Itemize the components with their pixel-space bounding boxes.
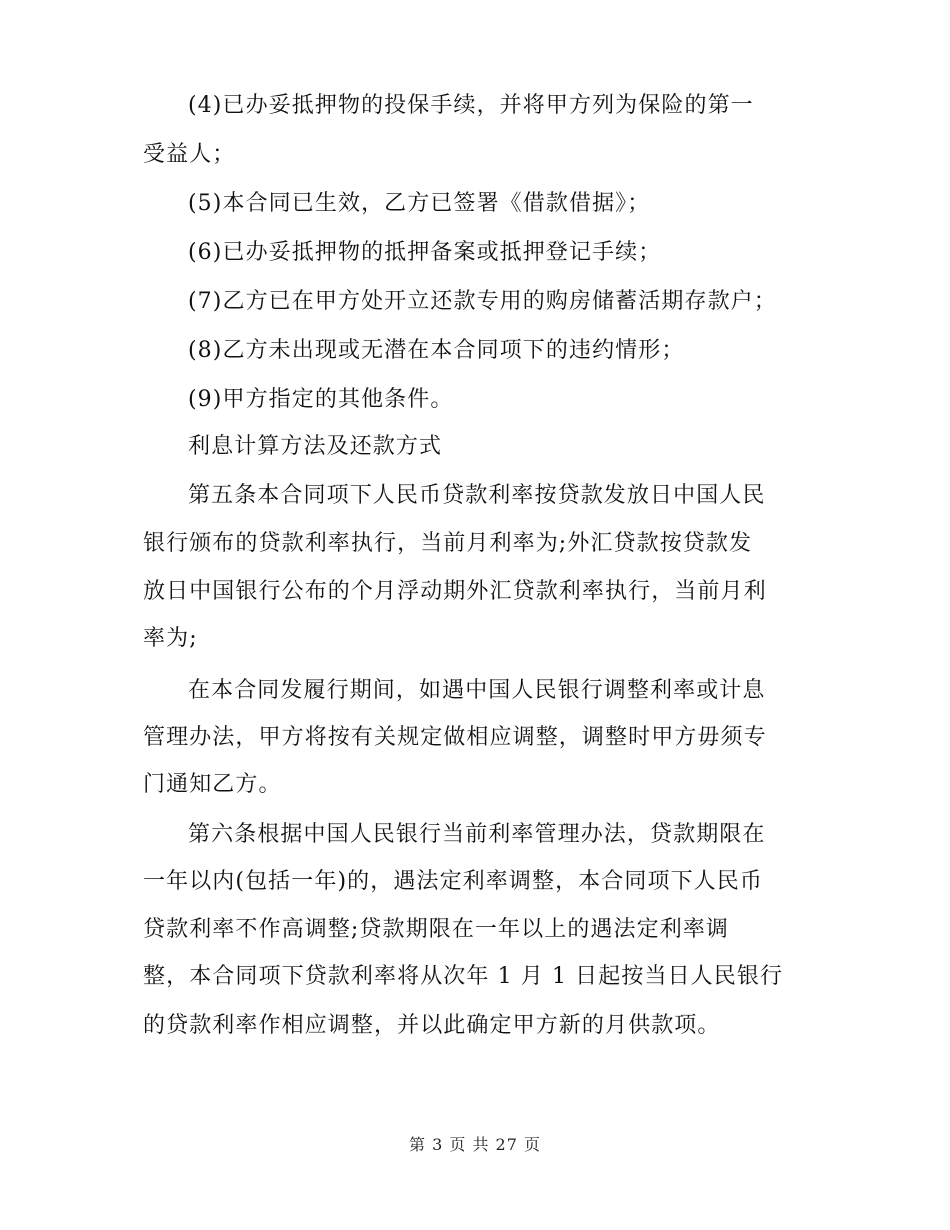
paragraph-line-adjustment-cont-2: 门通知乙方。: [143, 772, 282, 797]
page-number-footer: 第 3 页 共 27 页: [409, 1135, 541, 1154]
paragraph-line-item-5: (5)本合同已生效，乙方已签署《借款借据》；: [188, 191, 651, 216]
paragraph-line-article-5-cont-1: 银行颁布的贷款利率执行，当前月利率为;外汇贷款按贷款发: [143, 531, 753, 556]
paragraph-line-item-4: (4)已办妥抵押物的投保手续，并将甲方列为保险的第一: [188, 93, 754, 118]
section-heading: 利息计算方法及还款方式: [188, 434, 443, 459]
paragraph-line-article-5-cont-3: 率为;: [143, 626, 198, 651]
paragraph-line-item-8: (8)乙方未出现或无潜在本合同项下的违约情形；: [188, 338, 685, 363]
paragraph-line-article-6: 第六条根据中国人民银行当前利率管理办法，贷款期限在: [188, 822, 766, 847]
paragraph-line-item-6: (6)已办妥抵押物的抵押备案或抵押登记手续；: [188, 240, 662, 265]
paragraph-line-article-6-cont-4: 的贷款利率作相应调整，并以此确定甲方新的月供款项。: [143, 1013, 721, 1038]
paragraph-line-item-9: (9)甲方指定的其他条件。: [188, 387, 454, 412]
paragraph-line-item-7: (7)乙方已在甲方处开立还款专用的购房储蓄活期存款户；: [188, 289, 777, 314]
paragraph-line-article-6-cont-3: 整，本合同项下贷款利率将从次年 1 月 1 日起按当日人民银行: [143, 964, 784, 989]
paragraph-line-adjustment-cont-1: 管理办法，甲方将按有关规定做相应调整，调整时甲方毋须专: [143, 725, 767, 750]
paragraph-line-article-5: 第五条本合同项下人民币贷款利率按贷款发放日中国人民: [188, 483, 766, 508]
paragraph-line-adjustment: 在本合同发履行期间，如遇中国人民银行调整利率或计息: [188, 678, 766, 703]
paragraph-line-article-5-cont-2: 放日中国银行公布的个月浮动期外汇贷款利率执行，当前月利: [143, 579, 767, 604]
paragraph-line-item-4-cont: 受益人；: [143, 142, 236, 167]
paragraph-line-article-6-cont-2: 贷款利率不作高调整;贷款期限在一年以上的遇法定利率调: [143, 917, 730, 942]
paragraph-line-article-6-cont-1: 一年以内(包括一年)的，遇法定利率调整，本合同项下人民币: [143, 869, 763, 894]
